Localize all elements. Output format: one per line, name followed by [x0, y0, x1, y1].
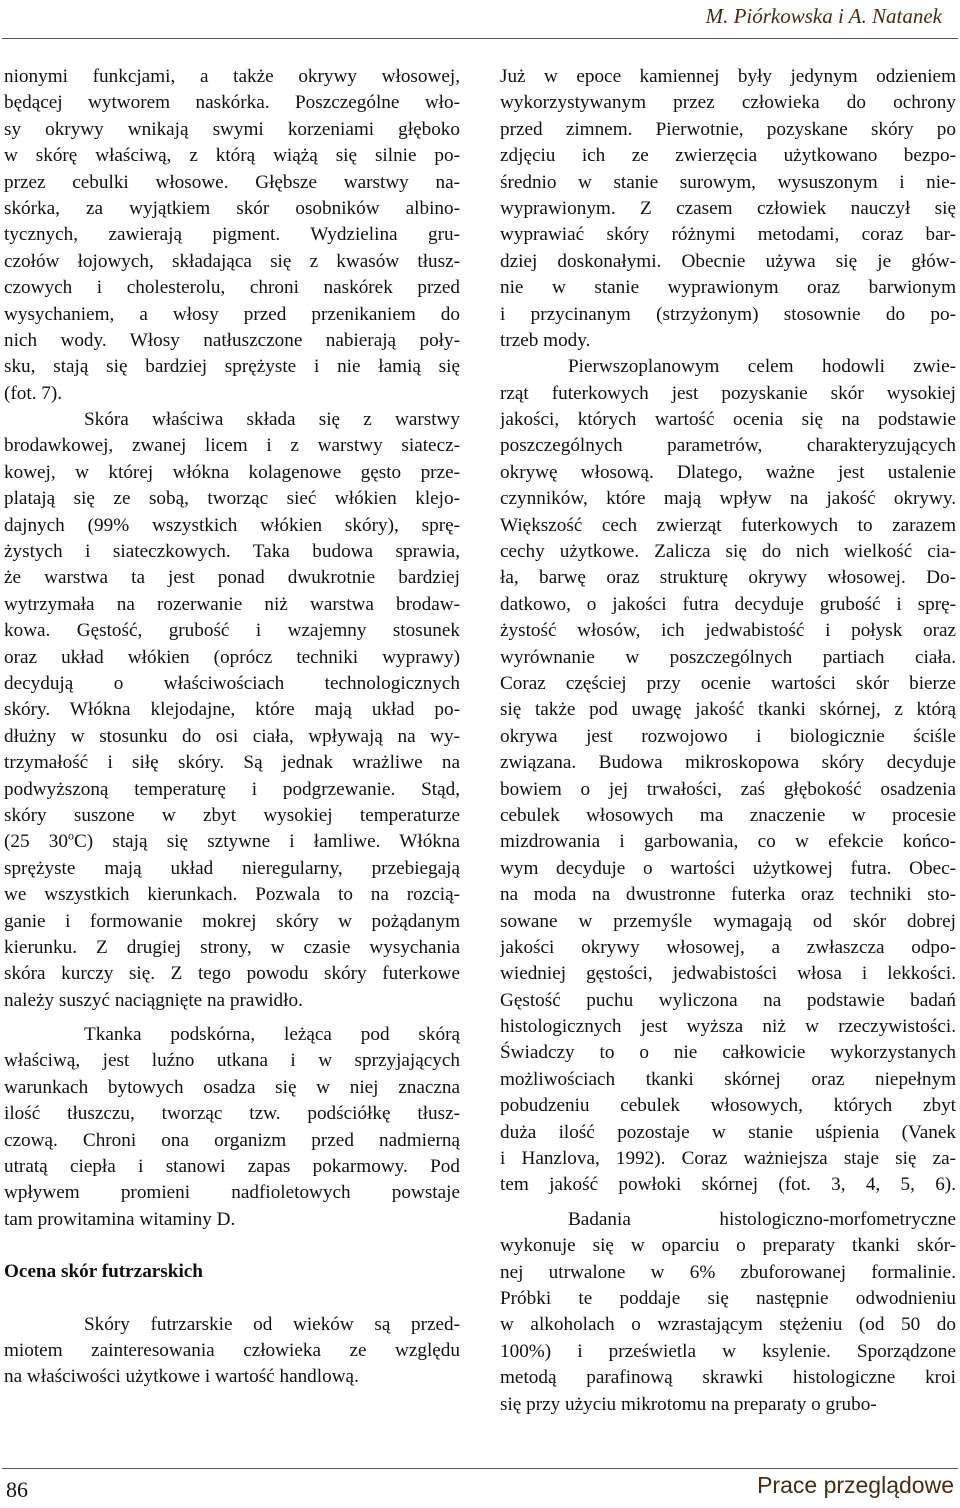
text-line: cebulek włosowych ma znaczenie w procesie	[500, 804, 956, 826]
text-line: związana. Budowa mikroskopowa skóry decyduje	[500, 752, 956, 774]
text-line: wym decyduje o wartości użytkowej futra. Obec-	[500, 857, 956, 879]
text-line: okrywa jest rozwojowo i biologicznie ściśle	[500, 725, 956, 747]
paragraph-gap	[500, 1199, 956, 1207]
left-column	[4, 64, 460, 1391]
section-gap	[4, 1286, 460, 1312]
running-head: M. Piórkowska i A. Natanek	[705, 4, 942, 28]
text-line: sowane w przemyśle wymagają od skór dobrej	[500, 910, 956, 932]
text-line: skórka, za wyjątkiem skór osobników albino-	[4, 197, 460, 219]
text-line: nie w stanie wyprawionym oraz barwionym	[500, 277, 956, 299]
text-line: właściwą, jest luźno utkana i w sprzyjających	[4, 1050, 460, 1072]
text-line: wykorzystywanym przez człowieka do ochrony	[500, 92, 956, 114]
text-line: się przy użyciu mikrotomu na preparaty o grubo-	[500, 1393, 877, 1415]
text-line: skóra kurczy się. Z tego powodu skóry futerkowe	[4, 963, 460, 985]
text-line: Tkanka podskórna, leżąca pod skórą	[84, 1024, 460, 1046]
text-line: czową. Chroni ona organizm przed nadmierną	[4, 1129, 460, 1151]
text-line: Próbki te poddaje się następnie odwodnieniu	[500, 1287, 956, 1309]
text-line: w alkoholach o wzrastającym stężeniu (od 50 do	[500, 1314, 956, 1336]
text-line: że warstwa ta jest ponad dwukrotnie bardziej	[4, 567, 460, 589]
right-para-3	[500, 1207, 956, 1418]
text-line: ganie i formowanie mokrej skóry w pożądanym	[4, 910, 460, 932]
text-line: ła, barwę oraz strukturę okrywy włosowej. Do-	[500, 567, 956, 589]
text-line: trzymałość i siłę skóry. Są jednak wrażliwe na	[4, 752, 460, 774]
text-line: nionymi funkcjami, a także okrywy włosowej,	[4, 66, 460, 87]
text-line: dłużny w stosunku do osi ciała, wpływają na wy-	[4, 725, 460, 747]
text-line: Pierwszoplanowym celem hodowli zwie-	[568, 356, 956, 378]
text-line: 100%) i prześwietla w ksylenie. Sporządzone	[500, 1340, 956, 1362]
text-line: możliwościach tkanki skórnej oraz niepełnym	[500, 1068, 956, 1090]
text-line: Coraz częściej przy ocenie wartości skór bierze	[500, 672, 956, 694]
text-line: we wszystkich kierunkach. Pozwala to na rozcią-	[4, 884, 460, 906]
text-line: kierunku. Z drugiej strony, w czasie wysychania	[4, 936, 460, 958]
text-line: nich wody. Włosy natłuszczone nabierają poły-	[4, 329, 460, 351]
text-line: sy okrywy wnikają swymi korzeniami głęboko	[4, 118, 460, 140]
text-line: platają się ze sobą, tworząc sieć włókien klejo-	[4, 488, 460, 510]
text-line: rząt futerkowych jest pozyskanie skór wysokiej	[500, 382, 956, 404]
text-line: skóry suszone w zbyt wysokiej temperaturze	[4, 804, 460, 826]
text-line: wykonuje się w oparciu o preparaty tkanki skór-	[500, 1235, 956, 1257]
right-para-2	[500, 354, 956, 1199]
text-line: okrywę włosową. Dlatego, ważne jest ustalenie	[500, 461, 956, 483]
text-line: i Hanzlova, 1992). Coraz ważniejsza staje się za-	[500, 1148, 956, 1170]
text-line: wysychaniem, a włosy przed przenikaniem do	[4, 303, 460, 325]
text-line: Gęstość puchu wyliczona na podstawie badań	[500, 989, 956, 1011]
text-line: decydują o właściwościach technologicznych	[4, 672, 460, 694]
text-line: kowej, w której włókna kolagenowe gęsto prze-	[4, 461, 460, 483]
text-line: będącej wytworem naskórka. Poszczególne wło-	[4, 92, 460, 114]
text-line: datkowo, o jakości futra decyduje grubość i sprę-	[500, 593, 956, 615]
text-line: Skóry futrzarskie od wieków są przed-	[84, 1313, 460, 1335]
text-line: średnio w stanie surowym, wysuszonym i nie-	[500, 171, 956, 193]
text-line: sku, stają się bardziej sprężyste i nie łamią się	[4, 356, 460, 378]
text-line: się także pod uwagę jakość tkanki skórnej, z którą	[500, 699, 956, 721]
text-line: Badania histologiczno-morfometryczne	[568, 1208, 956, 1230]
text-line: Skóra właściwa składa się z warstwy	[84, 409, 460, 431]
text-line: jakości, których wartość ocenia się na podstawie	[500, 409, 956, 431]
left-para-2-end	[4, 856, 460, 1014]
text-line: miotem zainteresowania człowieka ze względu	[4, 1339, 460, 1361]
text-line: wyprawionym. Z czasem człowiek nauczył się	[500, 197, 956, 219]
left-para-4	[4, 1312, 460, 1391]
text-line: ilość tłuszczu, tworząc tzw. podściółkę tłusz-	[4, 1103, 460, 1125]
text-line: tycznych, zawierają pigment. Wydzielina gru-	[4, 224, 460, 246]
header-rule	[2, 38, 958, 39]
section-heading: Ocena skór futrzarskich	[4, 1261, 203, 1283]
text-line: na moda na dwustronne futerka oraz techniki sto-	[500, 884, 956, 906]
text-line: wytrzymała na rozerwanie niż warstwa brodaw-	[4, 593, 460, 615]
right-para-1	[500, 64, 956, 354]
text-line: jakości okrywy włosowej, a zwłaszcza odpo-	[500, 936, 956, 958]
text-line: (fot. 7).	[4, 382, 63, 404]
paragraph-gap	[4, 1014, 460, 1022]
text-line: i przycinanym (strzyżonym) stosownie do po-	[500, 303, 956, 325]
temperature-line: (25 30$^o$C) stają się sztywne i łamliwe. Włókna	[4, 829, 460, 853]
text-line: bowiem o jej trwałości, zaś głębokość osadzenia	[500, 778, 956, 800]
section-label: Prace przeglądowe	[757, 1472, 954, 1498]
text-line: warunkach bytowych osadza się w niej znaczna	[4, 1076, 460, 1098]
text-line: tam prowitamina witaminy D.	[4, 1208, 236, 1230]
text-line: poszczególnych parametrów, charakteryzujących	[500, 435, 956, 457]
text-line: wpływem promieni nadfioletowych powstaje	[4, 1182, 460, 1204]
text-line: czołów łojowych, składająca się z kwasów tłusz-	[4, 250, 460, 272]
text-line: dziej doskonałymi. Obecnie używa się je głów-	[500, 250, 956, 272]
text-line: wiedniej gęstości, jedwabistości włosa i lekkości.	[500, 963, 956, 985]
text-line: skóry. Włókna klejodajne, które mają układ po-	[4, 699, 460, 721]
page-number: 86	[6, 1477, 28, 1502]
text-line: brodawkowej, zwanej licem i z warstwy siatecz-	[4, 435, 460, 457]
text-line: Już w epoce kamiennej były jedynym odzieniem	[500, 66, 956, 87]
text-line: utratą ciepła i stanowi zapas pokarmowy. Pod	[4, 1156, 460, 1178]
text-line: cechy użytkowe. Zalicza się do nich wielkość cia-	[500, 541, 956, 563]
left-para-2	[4, 407, 460, 829]
text-line: czynników, które mają wpływ na jakość okrywy.	[500, 488, 956, 510]
text-line: dajnych (99% wszystkich włókien skóry), sprę-	[4, 514, 460, 536]
text-line: trzeb mody.	[500, 329, 591, 351]
text-line: podwyższoną temperaturę i podgrzewanie. Stąd,	[4, 778, 460, 800]
footer-rule	[2, 1468, 958, 1469]
text-line: wyprawiać skóry różnymi metodami, coraz bar-	[500, 224, 956, 246]
text-line: na właściwości użytkowe i wartość handlową.	[4, 1366, 359, 1388]
text-line: Większość cech zwierząt futerkowych to zarazem	[500, 514, 956, 536]
text-line: przez cebulki włosowe. Głębsze warstwy na-	[4, 171, 460, 193]
right-column	[500, 64, 956, 1418]
section-gap	[4, 1233, 460, 1259]
text-line: żystych i siateczkowych. Taka budowa sprawia,	[4, 541, 460, 563]
text-line: należy suszyć naciągnięte na prawidło.	[4, 989, 303, 1011]
text-line: tem jakość powłoki skórnej (fot. 3, 4, 5, 6).	[500, 1174, 956, 1196]
text-line: czowych i cholesterolu, chroni naskórek przed	[4, 277, 460, 299]
text-line: metodą parafinową skrawki histologiczne kroi	[500, 1367, 956, 1389]
text-line: pobudzeniu cebulek włosowych, których zbyt	[500, 1095, 956, 1117]
text-line: kowa. Gęstość, grubość i wzajemny stosunek	[4, 620, 460, 642]
text-line: sprężyste mają układ nieregularny, przebiegają	[4, 857, 460, 879]
text-line: histologicznych jest wyższa niż w rzeczywistości.	[500, 1016, 956, 1038]
text-line: zdjęciu ich ze zwierzęcia użytkowano bezpo-	[500, 145, 956, 167]
text-line: żystość włosów, ich jedwabistość i połysk oraz	[500, 620, 956, 642]
text-line: duża ilość pozostaje w stanie uśpienia (Vanek	[500, 1121, 956, 1143]
left-para-3	[4, 1022, 460, 1233]
text-line: przed zimnem. Pierwotnie, pozyskane skóry po	[500, 118, 956, 140]
text-line: nej utrwalone w 6% zbuforowanej formalinie.	[500, 1261, 956, 1283]
text-line: w skórę właściwą, z którą wiążą się silnie po-	[4, 145, 460, 167]
left-para-1	[4, 64, 460, 407]
text-line: oraz układ włókien (oprócz techniki wyprawy)	[4, 646, 460, 668]
text-line: mizdrowania i garbowania, co w efekcie końco-	[500, 831, 956, 853]
text-line: Świadczy to o nie całkowicie wykorzystanych	[500, 1042, 956, 1064]
text-line: wyrównanie w poszczególnych partiach ciała.	[500, 646, 956, 668]
